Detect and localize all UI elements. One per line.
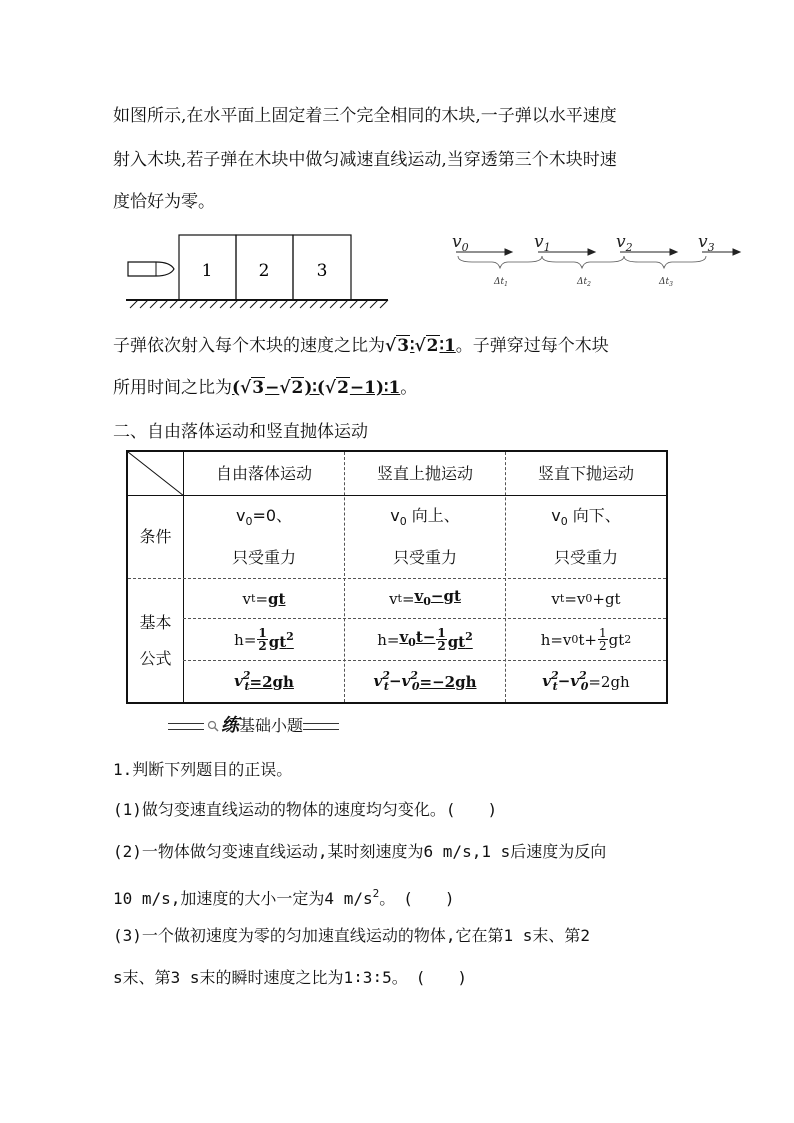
header-downward-throw: 竖直下抛运动 [537,463,634,483]
v0-label: $v_0$ [452,232,469,254]
f-eq: = [564,589,577,608]
intro-line-1: 如图所示,在水平面上固定着三个完全相同的木块,一子弹以水平速度 [113,106,617,126]
h-lhs: h= [234,630,257,649]
frac-den: 2 [258,639,267,653]
ratio-one: 1 [443,336,456,356]
practice-title: 基础小题 [239,716,304,735]
q2-text: 10 m/s,加速度的大小一定为4 m/s [113,889,373,908]
bullet-icon [128,262,174,276]
minus-sign: − [265,378,280,398]
relation-rhs: =2gh [249,672,294,691]
relation-formula-free-fall [184,661,344,702]
cond-sub: 0 [560,515,568,528]
h-lhs: h= [377,630,400,649]
divider-left [168,723,204,730]
cond-bottom: 只受重力 [392,548,457,567]
f-rhs-a: v [576,589,586,608]
f-lhs-sub: t [559,591,565,605]
velocity-formula-downward [506,579,666,618]
magnifier-icon [207,720,219,732]
paren-open: ( [232,378,241,398]
f-rhs-b: +gt [592,589,621,608]
f-lhs: v [242,589,252,608]
f-rhs-b: −gt [430,586,461,605]
expr-mid: )∶( [304,378,325,398]
root-2c: 2 [337,378,349,398]
cond-v: v [390,506,400,525]
condition-free-fall [184,496,344,578]
cond-rest: =0、 [252,506,293,525]
block-label-3: 3 [316,261,328,281]
frac-num: 1 [437,626,446,640]
h-pre: v [399,627,409,646]
f-rhs-a: v [414,586,424,605]
result-line-1 [113,336,609,356]
block-label-2: 2 [258,261,270,281]
height-formula-upward [345,619,505,660]
result-line-2 [113,378,417,398]
question-1: (1)做匀变速直线运动的物体的速度均匀变化。( ) [113,800,498,819]
result1-prefix: 子弹依次射入每个木块的速度之比为 [113,336,385,356]
h-pre-rest: t+ [578,630,598,649]
h-rhs: gt [268,633,287,651]
header-free-fall: 自由落体运动 [215,463,312,483]
root-2: 2 [426,336,439,356]
cond-bottom: 只受重力 [553,548,618,567]
row-label-formula [128,579,183,702]
h-sup: 2 [286,630,294,643]
v2-label: $v_2$ [616,232,633,254]
height-formula-downward [506,619,666,660]
cond-rest: 向下、 [567,506,621,525]
header-upward-throw: 竖直上抛运动 [376,463,473,483]
frac-num: 1 [258,626,267,640]
intro-line-3: 度恰好为零。 [113,192,215,212]
f-eq: = [401,589,415,608]
q2-end: 。 ( ) [379,889,455,908]
root-3b: 3 [252,378,265,398]
row-label-condition: 条件 [139,527,172,546]
root-2b: 2 [291,378,304,398]
formula-label-1: 基本 [139,612,172,632]
question-2-line-1: (2)一物体做匀变速直线运动,某时刻速度为6 m/s,1 s后速度为反向 [113,842,607,861]
h-lhs: h= [540,630,563,649]
h-rhs: gt [608,630,625,649]
cond-v: v [235,506,246,525]
vt-squared: $v^2_t-v^2_0$ [373,669,420,693]
h-pre-sub: 0 [408,635,416,649]
condition-upward-throw [345,496,505,578]
time-ratio: (√3−√2)∶(√2−1)∶1 [232,378,401,398]
ratio-colon-2: ∶ [439,336,444,356]
formula-label-2: 公式 [139,648,172,668]
question-intro: 1.判断下列题目的正误。 [113,760,293,779]
practice-icon-char: 练 [221,715,239,736]
intro-line-2: 射入木块,若子弹在木块中做匀减速直线运动,当穿透第三个木块时速 [113,150,617,170]
divider-right [303,723,339,730]
practice-header [168,716,339,736]
vt-squared: $v^2_t$ [234,669,251,693]
cond-sub: 0 [245,515,253,528]
result1-suffix: 。子弹穿过每个木块 [455,336,609,356]
blocks-figure [120,228,400,313]
dt3-label: $\Delta t_3$ [659,277,673,288]
relation-rhs: =−2gh [419,672,477,691]
h-pre-sub: 0 [571,632,579,646]
question-3-line-1: (3)一个做初速度为零的匀加速直线运动的物体,它在第1 s末、第2 [113,926,591,945]
velocity-ratio: √3∶√2∶1 [385,336,456,356]
f-rhs-a-sub: 0 [585,591,593,605]
height-formula-free-fall [184,619,344,660]
brace-2 [542,256,624,268]
dt2-label: $\Delta t_2$ [577,277,591,288]
cond-bottom: 只受重力 [231,548,296,567]
cond-v: v [551,506,561,525]
frac-den: 2 [437,639,446,653]
f-lhs: v [389,589,398,608]
q2-sup: 2 [372,887,380,900]
question-3-line-2: s末、第3 s末的瞬时速度之比为1∶3∶5。 ( ) [113,968,467,987]
ratio-colon-1: ∶ [410,336,415,356]
f-lhs-sub: t [251,591,256,605]
expr-end: −1)∶1 [349,378,401,398]
v3-label: $v_3$ [698,232,715,254]
f-lhs: v [551,589,560,608]
f-rhs-a-sub: 0 [423,594,431,608]
frac-den: 2 [599,639,607,653]
v1-label: $v_1$ [534,232,551,254]
f-lhs-sub: t [397,591,402,605]
root-3: 3 [397,336,410,356]
f-rhs: gt [268,589,286,608]
brace-1 [458,256,542,268]
block-label-1: 1 [201,261,213,281]
velocity-formula-upward [345,579,505,618]
h-pre-rest: t− [415,627,436,646]
relation-formula-downward [506,661,666,702]
ground-hatch [130,300,388,308]
relation-formula-upward [345,661,505,702]
result2-suffix: 。 [400,378,418,398]
h-pre: v [562,630,572,649]
dt1-label: $\Delta t_1$ [494,277,508,288]
relation-rhs: =2gh [588,672,630,691]
f-eq: = [255,589,269,608]
velocity-formula-free-fall [184,579,344,618]
velocity-timeline-figure [450,228,750,298]
brace-3 [624,256,706,268]
motion-table [126,450,668,704]
section-heading: 二、自由落体运动和竖直抛体运动 [113,422,368,442]
diagonal-header-cell [128,452,184,496]
question-2-line-2 [113,884,455,909]
h-sup: 2 [465,630,473,643]
cond-rest: 向上、 [406,506,460,525]
h-rhs: gt [447,633,466,651]
frac-num: 1 [599,626,607,640]
condition-downward-throw [506,496,666,578]
vt-squared: $v^2_t-v^2_0$ [542,669,589,693]
result2-prefix: 所用时间之比为 [113,378,232,398]
h-sup: 2 [624,632,632,646]
cond-sub: 0 [399,515,407,528]
